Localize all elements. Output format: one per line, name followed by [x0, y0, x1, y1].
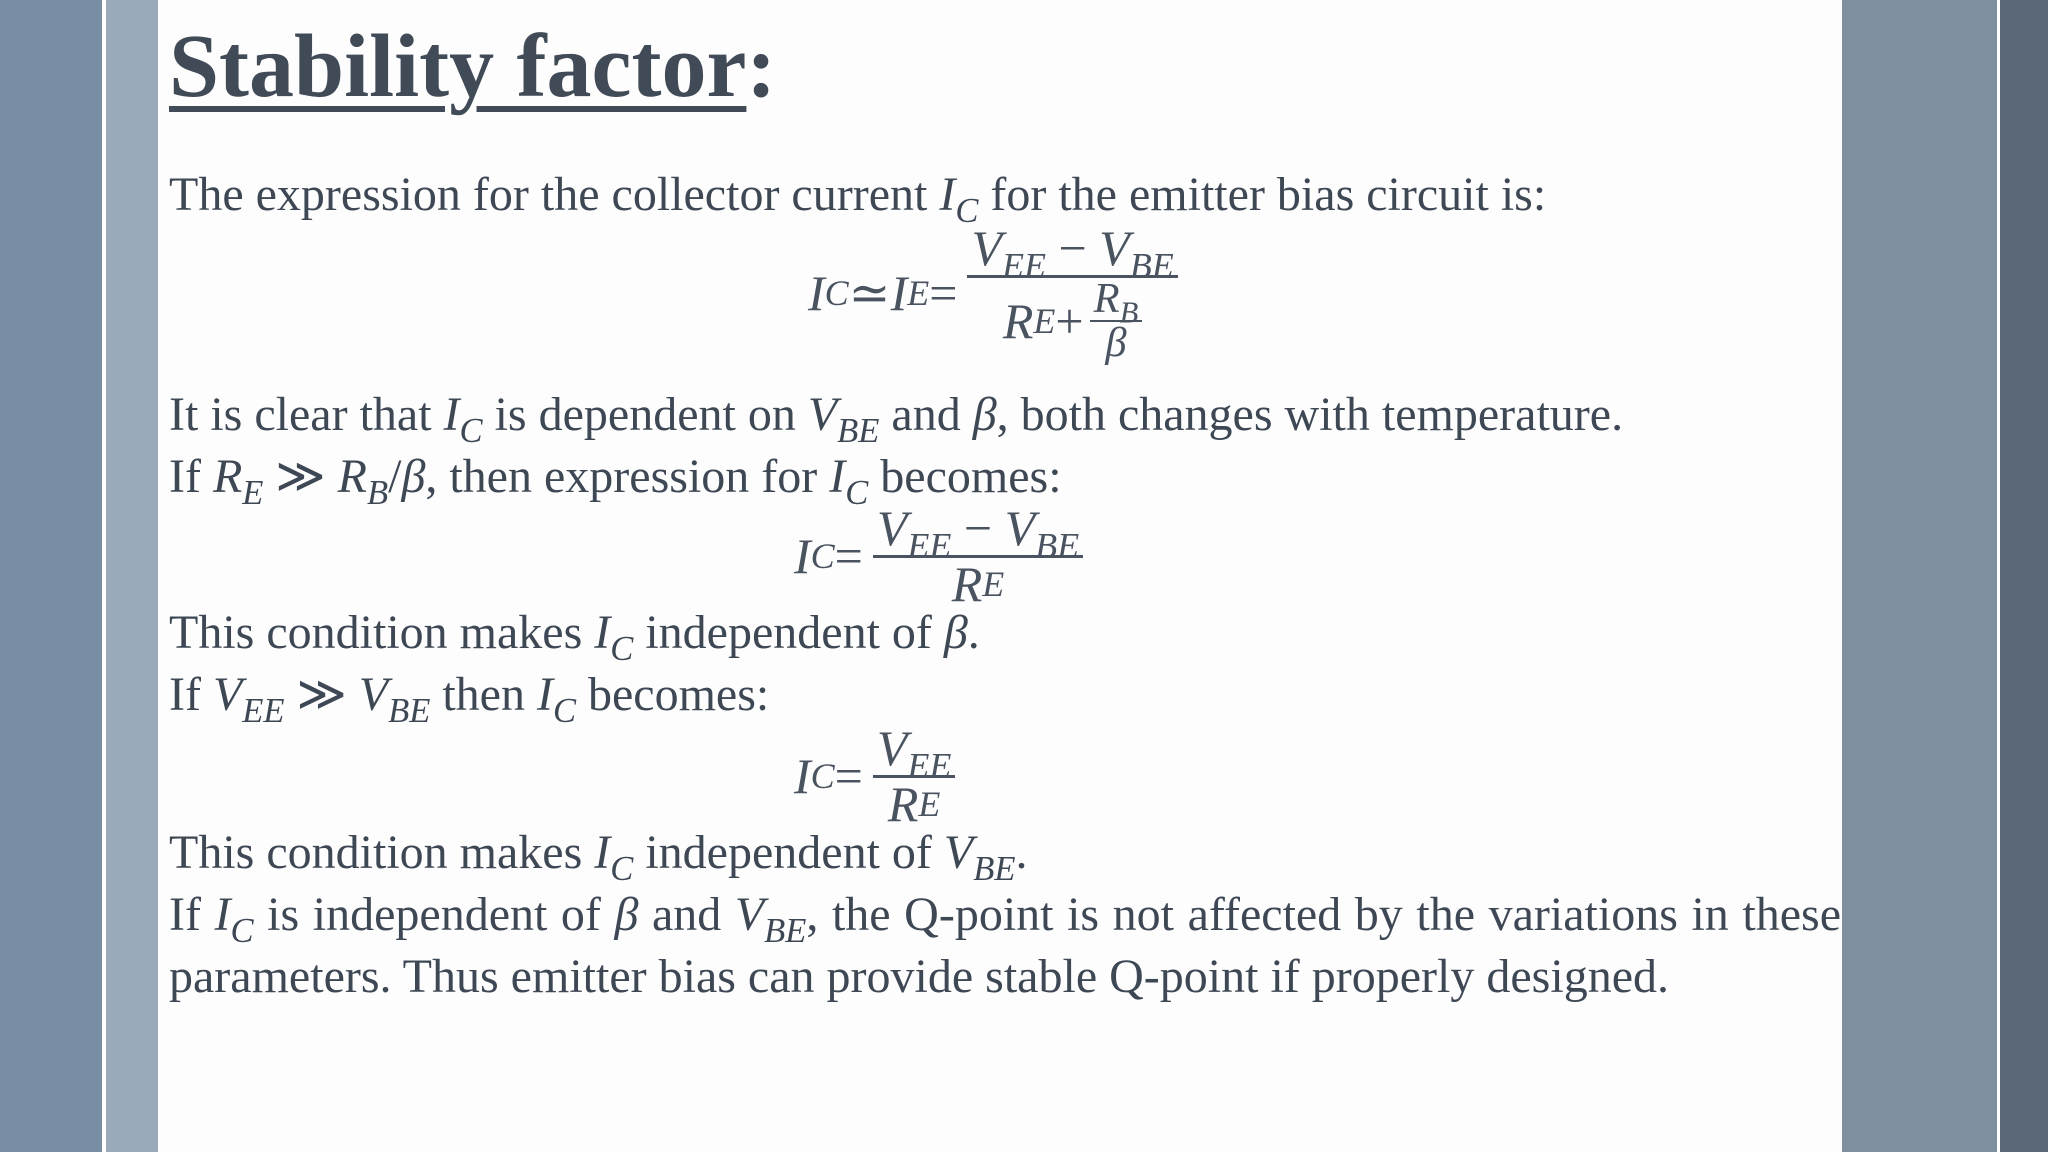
right-border-bar	[1842, 0, 1997, 1152]
equation-1-inner-fraction: $\frac{R_B}{\beta}$	[1090, 278, 1143, 365]
equation-2: I C = $V_{EE} - V_{BE}$ R E	[794, 502, 1083, 610]
left-inner-bar	[106, 0, 158, 1152]
condition-line-1: If $R_E$ ≫ $R_B/\beta$, then expression for $I_C$ becomes:	[169, 450, 1062, 513]
equation-2-fraction: $V_{EE} - V_{BE}$ R E	[873, 502, 1083, 610]
left-border-bar	[0, 0, 102, 1152]
equation-1-denominator: R E + $\frac{R_B}{\beta}$	[999, 278, 1146, 365]
equation-3-fraction: $V_{EE}$ R E	[873, 722, 956, 830]
dependence-line: It is clear that $I_C$ is dependent on $V_{BE}$ and β, both changes with temperature.	[169, 388, 1624, 451]
conclusion-paragraph: If $I_C$ is independent of β and $V_{BE}$, the Q-point is not affected by the variations in these parameters. Thus emitter bias can provide stable Q-point if properly designed.	[169, 888, 1841, 1003]
independent-vbe-line: This condition makes $I_C$ independent of $V_{BE}$.	[169, 826, 1028, 889]
intro-line: The expression for the collector current $I_C$ for the emitter bias circuit is:	[169, 168, 1547, 231]
independent-beta-line: This condition makes $I_C$ independent of β.	[169, 606, 980, 669]
condition-line-2: If $V_{EE}$ ≫ $V_{BE}$ then $I_C$ becomes:	[169, 668, 770, 731]
equation-3: I C = $V_{EE}$ R E	[794, 722, 955, 830]
equation-1-fraction	[967, 222, 1177, 365]
right-edge-bar	[2000, 0, 2048, 1152]
slide-title: Stability factor:	[169, 17, 777, 116]
equation-1: I C ≃ I E = $V_{EE} - V_{BE}$ R E + $\frac{R_B}{\beta}$	[808, 222, 1178, 365]
equation-1-numerator: $V_{EE} - V_{BE}$	[967, 222, 1177, 278]
